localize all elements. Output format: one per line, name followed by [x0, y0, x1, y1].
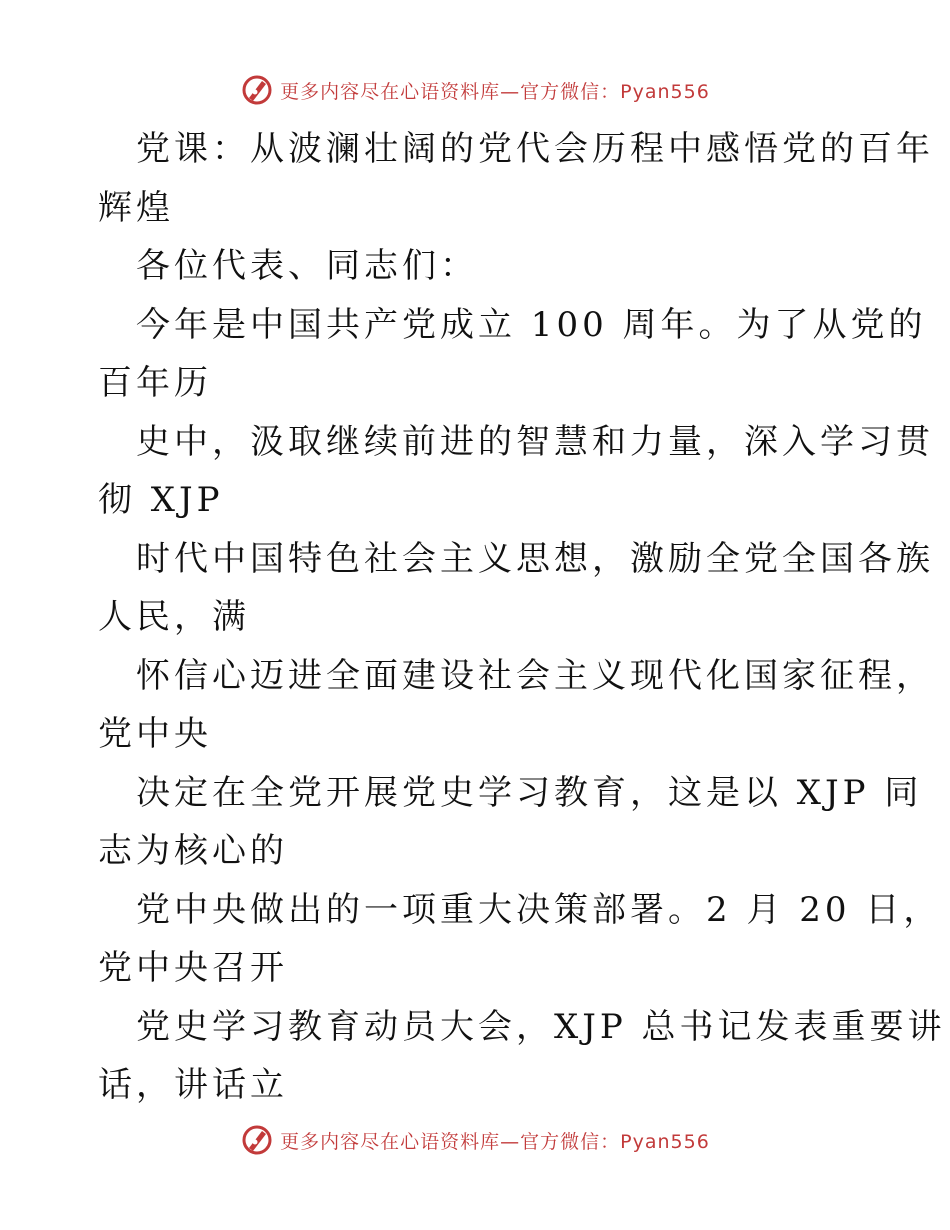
header-banner — [0, 70, 950, 110]
text-line: 党中央召开 — [98, 948, 288, 988]
text-line: 志为核心的 — [98, 831, 288, 871]
banner-text: 更多内容尽在心语资料库—官方微信：Pyan556 — [280, 80, 710, 103]
pen-circle-icon — [240, 73, 274, 107]
text-line: 话，讲话立 — [98, 1065, 288, 1105]
footer-banner — [0, 1120, 950, 1160]
text-line: 各位代表、同志们： — [136, 246, 478, 286]
text-line: 党史学习教育动员大会，XJP 总书记发表重要讲 — [136, 1006, 946, 1047]
text-line: 党中央 — [98, 714, 212, 754]
text-line: 时代中国特色社会主义思想，激励全党全国各族 — [136, 538, 934, 579]
text-line: 党中央做出的一项重大决策部署。2 月 20 日， — [136, 889, 942, 930]
text-line: 怀信心迈进全面建设社会主义现代化国家征程， — [136, 655, 934, 696]
text-line: 辉煌 — [98, 187, 174, 228]
pen-circle-icon — [240, 1123, 274, 1157]
text-line: 党课：从波澜壮阔的党代会历程中感悟党的百年 — [136, 129, 934, 169]
text-line: 人民，满 — [98, 597, 250, 637]
text-line: 今年是中国共产党成立 100 周年。为了从党的 — [136, 304, 927, 345]
text-line: 百年历 — [98, 363, 212, 403]
document-body — [98, 120, 946, 1115]
banner-text: 更多内容尽在心语资料库—官方微信：Pyan556 — [280, 1130, 710, 1153]
text-line: 彻 XJP — [98, 480, 224, 520]
text-line: 史中，汲取继续前进的智慧和力量，深入学习贯 — [136, 421, 934, 462]
text-line: 决定在全党开展党史学习教育，这是以 XJP 同 — [136, 772, 923, 813]
